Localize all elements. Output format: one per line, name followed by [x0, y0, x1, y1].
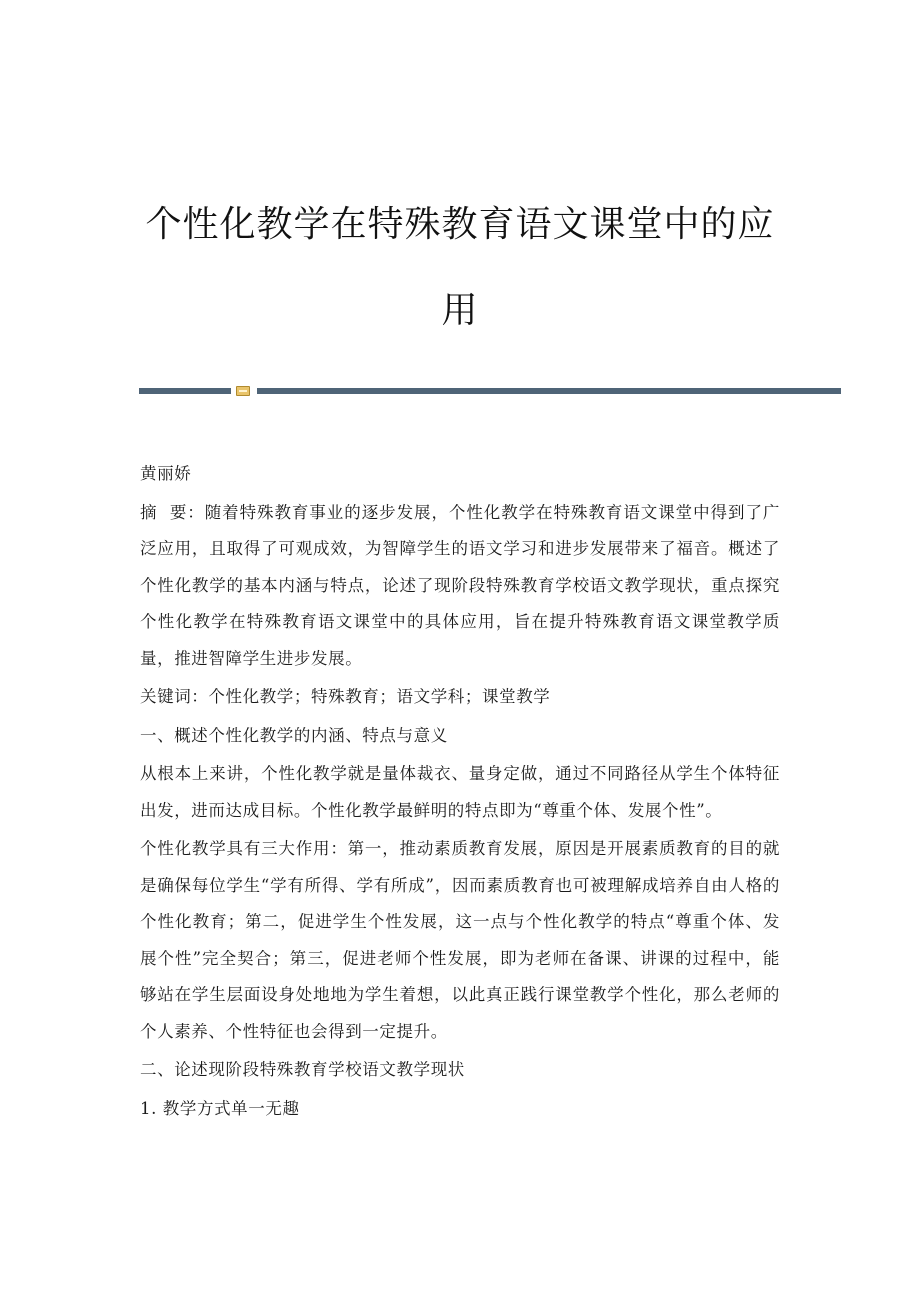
- divider-bar-right: [257, 388, 841, 394]
- document-title: 个性化教学在特殊教育语文课堂中的应用: [145, 204, 775, 331]
- title-divider: [139, 386, 841, 396]
- section-heading-2: 二、论述现阶段特殊教育学校语文教学现状: [140, 1060, 465, 1079]
- author: 黄丽娇: [140, 464, 192, 483]
- paragraph: 从根本上来讲，个性化教学就是量体裁衣、量身定做，通过不同路径从学生个体特征出发，进而达成目标。个性化教学最鲜明的特点即为“尊重个体、发展个性”。: [140, 764, 780, 820]
- paragraph: 个性化教学具有三大作用：第一，推动素质教育发展，原因是开展素质教育的目的就是确保每位学生“学有所得、学有所成”，因而素质教育也可被理解成培养自由人格的个性化教育；第二，促进学生个性发展，这一点与个性化教学的特点“尊重个体、发展个性”完全契合；第三，促进老师个性发展，即为老师在备课、讲课的过程中，能够站在学生层面设身处地地为学生着想，以此真正践行课堂教学个性化，那么老师的个人素养、个性特征也会得到一定提升。: [140, 839, 780, 1041]
- document-body: [140, 456, 780, 1129]
- divider-ornament-icon: [236, 386, 250, 396]
- subsection-heading-1: 1. 教学方式单一无趣: [140, 1098, 300, 1118]
- keywords: 关键词：个性化教学；特殊教育；语文学科；课堂教学: [140, 687, 551, 706]
- divider-bar-left: [139, 388, 231, 394]
- abstract: 摘 要：随着特殊教育事业的逐步发展，个性化教学在特殊教育语文课堂中得到了广泛应用，且取得了可观成效，为智障学生的语文学习和进步发展带来了福音。概述了个性化教学的基本内涵与特点，论述了现阶段特殊教育学校语文教学现状，重点探究个性化教学在特殊教育语文课堂中的具体应用，旨在提升特殊教育语文课堂教学质量，推进智障学生进步发展。: [140, 502, 780, 668]
- section-heading-1: 一、概述个性化教学的内涵、特点与意义: [140, 725, 448, 745]
